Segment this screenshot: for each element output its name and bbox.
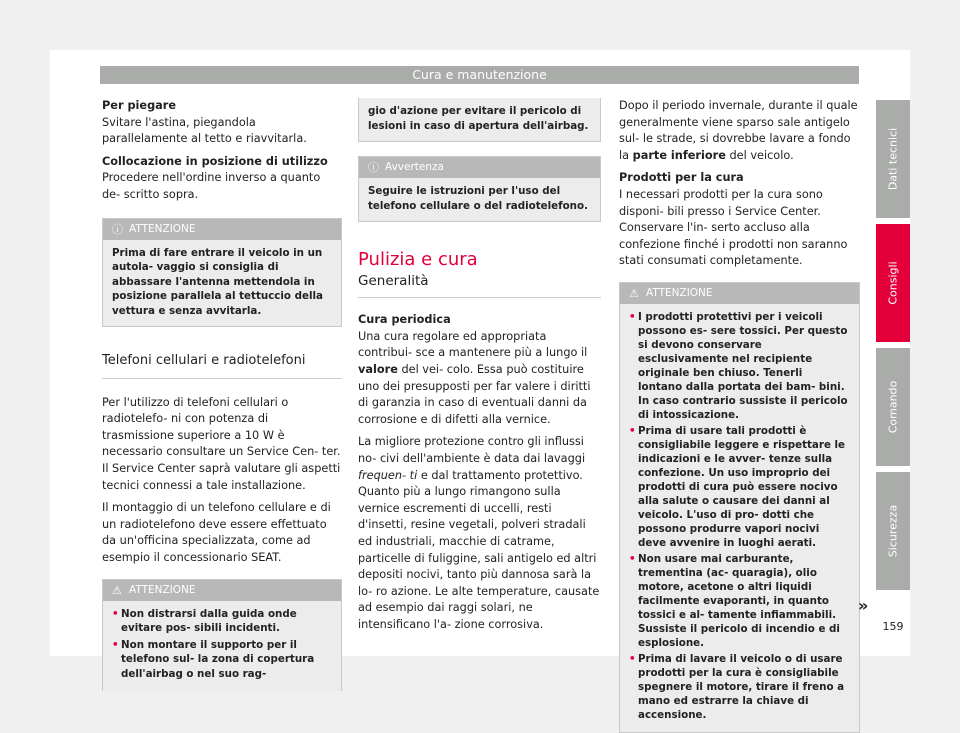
tab-label: Consigli <box>886 261 900 305</box>
note-title: Avvertenza <box>385 161 444 173</box>
paragraph-protection <box>358 434 601 633</box>
warning-item: • I prodotti protettivi per i veicoli possono es- sere tossici. Per questo si devono conservare esclusivamente nel recipiente originale ben chiuso. Tenerli lontano dalla portata dei bam- bini. In caso contrario sussiste il pericolo di intossicazione. <box>629 310 850 422</box>
column-1 <box>102 98 342 691</box>
paragraph-fold: Svitare l'astina, piegandola parallelamente al tetto e riavvitarla. <box>102 115 307 146</box>
warning-item: • Non distrarsi dalla guida onde evitare pos- sibili incidenti. <box>112 607 332 636</box>
warning-triangle-icon: ⚠ <box>112 583 122 597</box>
tab-comando[interactable] <box>876 348 910 466</box>
warning-header <box>620 283 859 304</box>
warning-text: Prima di fare entrare il veicolo in un autola- vaggio si consiglia di abbassare l'antenna mettendola in posizione parallela al tettuccio della vettura e senza avvitarla. <box>112 246 323 317</box>
tab-consigli[interactable] <box>876 224 910 342</box>
warning-item: • Prima di lavare il veicolo o di usare prodotti per la cura è consigliabile spegnere il motore, tirare il freno a mano ed estrarre la chiave di accensione. <box>629 652 850 722</box>
warning-title: ATTENZIONE <box>646 286 713 299</box>
warning-title: ATTENZIONE <box>129 222 196 235</box>
column-2 <box>358 98 601 639</box>
warning-box-antenna <box>102 218 342 328</box>
warning-triangle-icon: ⚠ <box>629 286 639 300</box>
continue-arrow-icon: » <box>858 596 869 615</box>
text: del vei- colo. Essa può costituire uno dei presupposti per far valere i diritti di garanzia in caso di eventuali danni da corrosione e di difetti alla vernice. <box>358 362 591 426</box>
warning-item: • Non montare il supporto per il telefono sul- la zona di copertura dell'airbag o nel suo rag- <box>112 638 332 682</box>
paragraph-position: Procedere nell'ordine inverso a quanto de- scritto sopra. <box>102 171 321 201</box>
page-header: Cura e manutenzione <box>100 66 859 84</box>
paragraph-phones-2: Il montaggio di un telefono cellulare e di un radiotelefono deve essere effettuato da un'officina specializzata, come ad esempio il concessionario SEAT. <box>102 501 331 564</box>
warning-item: • Prima di usare tali prodotti è consigliabile leggere e rispettare le indicazioni e le avver- tenze sulla confezione. Un uso improprio dei prodotti di cura può essere nocivo alla salute o causare dei danni al veicolo. L'uso di pro- dotti che possono produrre vapori nocivi deve avvenire in luoghi aerati. <box>629 424 850 550</box>
page-number: 159 <box>882 620 904 633</box>
text-bold: parte inferiore <box>632 148 726 162</box>
text: Dopo il periodo invernale, durante il quale generalmente viene sparso sale antigelo sul- le strade, si dovrebbe lavare a fondo la <box>619 99 858 162</box>
heading-periodic-care: Cura periodica <box>358 313 451 327</box>
warning-header <box>103 580 341 601</box>
heading-products: Prodotti per la cura <box>619 171 744 185</box>
warning-box-continued <box>358 98 601 142</box>
chapter-title: Pulizia e cura <box>358 249 478 270</box>
section-title-phones: Telefoni cellulari e radiotelefoni <box>102 353 342 379</box>
text: La migliore protezione contro gli influssi no- civi dell'ambiente è data dai lavaggi <box>358 435 586 465</box>
warning-box-products <box>619 282 860 733</box>
heading-fold: Per piegare <box>102 99 177 112</box>
warning-list <box>620 304 859 732</box>
warning-header <box>103 219 341 240</box>
section-title-general: Generalità <box>358 273 601 299</box>
warning-continued-text: gio d'azione per evitare il pericolo di lesioni in caso di apertura dell'airbag. <box>368 105 589 132</box>
text-bold: valore <box>358 362 398 376</box>
paragraph-phones-1: Per l'utilizzo di telefoni cellulari o radiotelefo- ni con potenza di trasmissione superiore a 10 W è necessario consultare un Service Cen- ter. Il Service Center saprà valutare gli aspetti tecnici connessi a tale installazione. <box>102 395 341 492</box>
tab-sicurezza[interactable] <box>876 472 910 590</box>
note-icon: ⓘ <box>368 161 379 174</box>
info-circle-icon: ⓘ <box>112 222 123 236</box>
heading-position: Collocazione in posizione di utilizzo <box>102 154 328 168</box>
column-3 <box>619 98 860 733</box>
tab-label: Dati tecnici <box>886 127 900 191</box>
text: Una cura regolare ed appropriata contribui- sce a mantenere più a lungo il <box>358 329 588 360</box>
warning-box-phones <box>102 579 342 692</box>
paragraph-products: I necessari prodotti per la cura sono disponi- bili presso i Service Center. Conservare l'in- serto accluso alla confezione finché i prodotti non saranno stati consumati completamente. <box>619 187 848 268</box>
text: e dal trattamento protettivo. Quanto più a lungo rimangono sulla vernice escrementi di uccelli, resti d'insetti, resine vegetali, polveri stradali ed industriali, macchie di catrame, particelle di fuliggine, sali antigelo ed altri depositi nocivi, tanto più dannosa sarà la lo- ro azione. Le alte temperature, causate ad esempio dai raggi solari, ne intensificano l'a- zione corrosiva. <box>358 468 600 631</box>
warning-item: • Non usare mai carburante, trementina (ac- quaragia), olio motore, acetone o altri liquidi facilmente evaporanti, in quanto tossici e al- tamente infiammabili. Sussiste il pericolo di incendio e di esplosione. <box>629 552 850 650</box>
text-italic: frequen- ti <box>358 468 418 482</box>
warning-list <box>103 601 341 692</box>
paragraph-periodic-care <box>358 329 601 429</box>
tab-label: Comando <box>886 380 900 434</box>
text: del veicolo. <box>725 148 794 162</box>
tab-label: Sicurezza <box>886 504 900 558</box>
note-header <box>359 157 600 178</box>
note-text: Seguire le istruzioni per l'uso del telefono cellulare o del radiotelefono. <box>368 185 588 212</box>
warning-title: ATTENZIONE <box>129 583 196 596</box>
paragraph-winter <box>619 98 860 164</box>
note-box <box>358 156 601 222</box>
tab-dati-tecnici[interactable] <box>876 100 910 218</box>
